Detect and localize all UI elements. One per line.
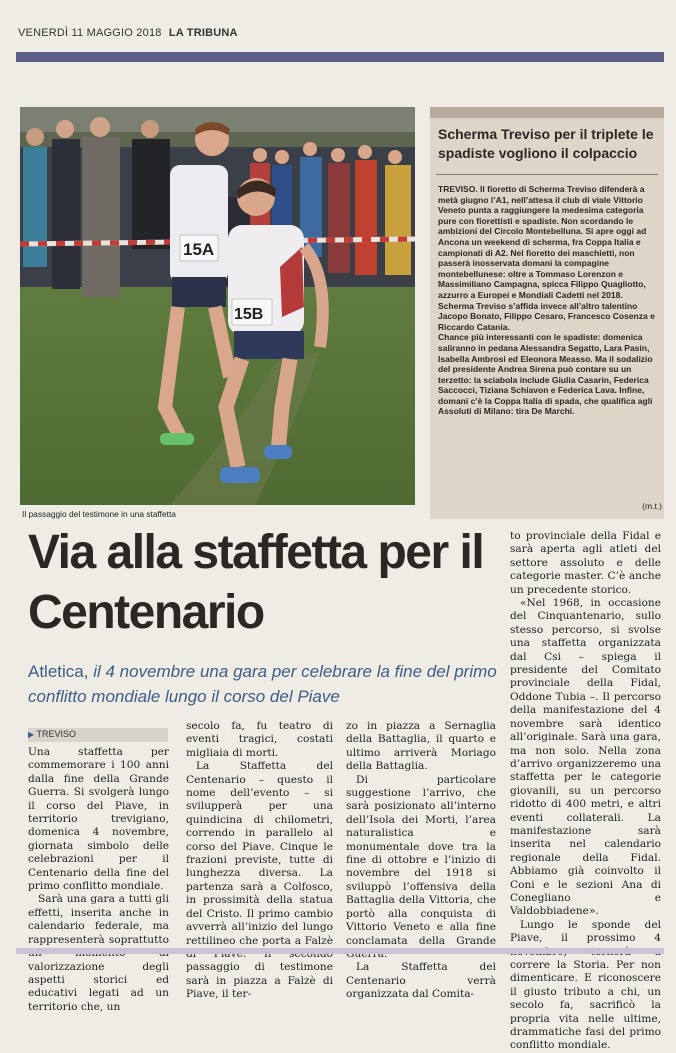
bib-number-two: 15B: [234, 306, 264, 323]
bib-number-one: 15A: [183, 240, 215, 259]
footer-rule: [16, 948, 664, 954]
article-column-2: [186, 720, 333, 1002]
article-paragraph: La Staffetta del Centenario – questo il nome dell’evento – si svilupperà per una quindicina di chilometri, correndo in parallelo al corso del Piave. Cinque le frazioni previste, tutte di lunghezza diversa. La partenza sarà a Colfosco, in prossimità della statua del Cristo. Il primo cambio avverrà all’inizio del lungo rettilineo che porta a Falzè passaggio di testimone sarà in piazza a Falzè di Piave, il ter-: [186, 760, 333, 1001]
article-title: Via alla staffetta per il Centenario: [28, 526, 484, 639]
subtitle-lead: Atletica,: [28, 662, 89, 681]
sidebar-box: [430, 107, 664, 519]
article-photo: [20, 107, 415, 505]
sidebar-signature: (m.t.): [642, 501, 662, 511]
newspaper-name: LA TRIBUNA: [168, 27, 238, 39]
triangle-icon: ▶: [28, 730, 35, 739]
article-paragraph: Una staffetta per commemorare i 100 anni dalla fine della Grande Guerra. Si svolgerà lungo il corso del Piave, in territorio trevigiano, domenica 4 novembre, giornata simbolo delle celebrazioni per il Centenario della fine del primo conflitto mondiale.: [28, 746, 169, 893]
relay-photo-illustration: [20, 107, 415, 505]
location-tag: [28, 729, 76, 739]
article-paragraph: zo in piazza a Sernaglia della Battaglia, il quarto e ultimo arriverà Moriago della Battaglia.: [346, 720, 496, 773]
masthead: [18, 27, 238, 39]
article-column-3: [346, 720, 496, 1002]
article-paragraph: secolo fa, fu teatro di eventi tragici, costati migliaia di morti.: [186, 720, 333, 759]
sidebar-divider: [436, 174, 658, 175]
sidebar-paragraph: TREVISO. Il fioretto di Scherma Treviso difenderà a metà giugno l’A1, nell’attesa il club di viale Vittorio Veneto punta a raggiungere la medesima categoria pure con fiorettisti e spadiste. Non scordando le ambizioni del Circolo Montebelluna. Si apre oggi ad Ancona un weekend di scherma, fra Coppa Italia e campionati di A2. Nel fioretto dei maschietti, non passerà inosservata domani la compagine montebellunese: oltre a Tommaso Lorenzon e Massimiliano Campagna, spicca Filippo Quagliotto, azzurro a Europei e Mondiali Cadetti nel 2018. Scherma Treviso s’affida invece all’altro talentino Jacopo Bonato, Filippo Cesaro, Francesco Cosenza e Riccardo Catania.: [438, 184, 655, 332]
article-paragraph: Lungo le sponde del Piave, il prossimo 4 correre la Storia. Per non dimenticare. E riconoscere il giusto tributo a chi, un secolo fa, sacrificò la propria vita nelle ultime, drammatiche fasi del primo conflitto mondiale.: [510, 918, 661, 1052]
article-column-4: [510, 530, 661, 1053]
sidebar-body: [438, 184, 662, 511]
article-subtitle: [28, 659, 498, 709]
article-paragraph: La Staffetta del Centenario verrà organizzata dal Comita-: [346, 961, 496, 1001]
subtitle-rest: il 4 novembre una gara per celebrare la fine del primo conflitto mondiale lungo il corso del Piave: [28, 662, 497, 706]
sidebar-title: Scherma Treviso per il triplete le spadiste vogliono il colpaccio: [438, 126, 654, 161]
header-rule: [16, 52, 664, 62]
article-paragraph: Di particolare suggestione l’arrivo, che sarà posizionato all’interno dell’Isola dei Morti, l’area naturalistica e monumentale dove tra la fine di ottobre e l’inizio di novembre del 1918 si sviluppò l’offensiva della Battaglia della Vittoria, che portò alla conquista di Vittorio Veneto e alla fine conclamata della Grande: [346, 773, 496, 947]
sidebar-paragraph: Chance più interessanti con le spadiste: domenica saliranno in pedana Alessandra Segatto, Lara Pasin, Isabella Ambrosi ed Eleonora Measso. Ma il sodalizio del presidente Andrea Sirena può contare su un terzetto: la sciabola include Giulia Casarin, Federica Saccocci, Tiziana Schiavon e Federica Lava. Infine, domani c’è la Coppa Italia di spada, che qualifica agli Assoluti di Milano: tira De Marchi.: [438, 332, 653, 417]
article-paragraph: to provinciale della Fidal e sarà aperta agli atleti del settore assoluto e delle categorie master. C’è anche un precedente storico.: [510, 530, 661, 596]
article-paragraph: Sarà una gara a tutti gli effetti, inserita anche in calendario federale, ma rappresenterà soprattutto valorizzazione degli aspetti storici ed educativi legati ad un territorio che, un: [28, 893, 169, 1013]
issue-date: VENERDÌ 11 MAGGIO 2018: [18, 27, 162, 39]
location-label: TREVISO: [36, 729, 77, 739]
photo-caption: Il passaggio del testimone in una staffetta: [22, 509, 176, 519]
sidebar-top-bar: [430, 107, 664, 118]
article-column-1: [28, 746, 169, 1014]
article-paragraph: «Nel 1968, in occasione del Cinquantenario, sullo stesso percorso, si svolse una staffetta organizzata dal Csi – spiega il presidente del Comitato provinciale della Fidal, Oddone Tubia –. Il percorso della manifestazione del 4 novembre sarà identico all’originale. Sarà una gara, ma non solo. Nella zona d’arrivo organizzeremo una staffetta per le categorie giovanili, su un percorso ridotto di 400 metri, e altri eventi collaterali. La manifestazione sarà inserita nel calendario regionale della Fidal. Abbiamo già coinvolto il Coni e le sezioni Ana di Conegliano e Valdobbiadene».: [510, 597, 661, 918]
